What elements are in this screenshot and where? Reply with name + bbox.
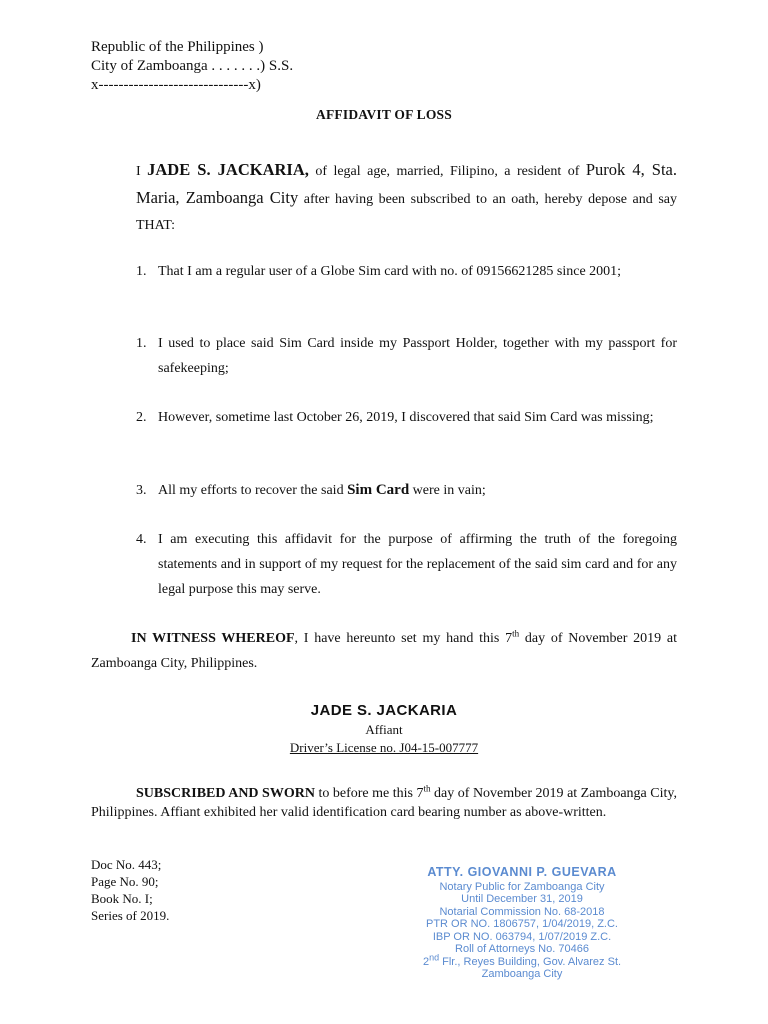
notary-line: Notary Public for Zamboanga City bbox=[439, 880, 605, 893]
list-item-text-pre: All my efforts to recover the said bbox=[158, 483, 348, 498]
list-item-text: I am executing this affidavit for the purpose of affirming the truth of the foregoing statements and in support of my request for the replacement of the said sim card and for any legal purpose this may serve. bbox=[158, 532, 677, 597]
intro-address: Purok 4, Sta. Maria, Zamboanga City bbox=[136, 160, 677, 207]
witness-paragraph bbox=[91, 626, 677, 676]
list-item bbox=[136, 527, 677, 602]
intro-text-1: of legal age, married, Filipino, a resident of bbox=[308, 164, 586, 179]
notary-address bbox=[392, 951, 652, 969]
caption-divider: x------------------------------x) bbox=[91, 77, 261, 93]
list-item-number: 2. bbox=[136, 410, 147, 425]
jurat-paragraph bbox=[91, 784, 677, 822]
witness-sup: th bbox=[512, 628, 520, 639]
notary-line: PTR OR NO. 1806757, 1/04/2019, Z.C. bbox=[426, 918, 618, 930]
witness-text-1: , I have hereunto set my hand this 7 bbox=[294, 631, 513, 646]
list-item-text bbox=[158, 478, 677, 503]
list-item-number: 3. bbox=[136, 483, 147, 498]
intro-lead: I bbox=[136, 164, 148, 179]
jurat-text-2: day of November 2019 at Zamboanga City, Philippines. Affiant exhibited her valid identification card bearing number as above-written. bbox=[91, 786, 677, 820]
book-number: Book No. I; bbox=[91, 891, 153, 906]
affiant-role: Affiant bbox=[365, 722, 403, 737]
list-item bbox=[136, 405, 677, 430]
list-item-text-post: were in vain; bbox=[409, 483, 486, 498]
notary-line: Roll of Attorneys No. 70466 bbox=[455, 943, 589, 955]
page-number: Page No. 90; bbox=[91, 874, 159, 889]
intro-paragraph bbox=[136, 157, 677, 239]
notary-line: Notarial Commission No. 68-2018 bbox=[439, 905, 605, 918]
witness-bold: IN WITNESS WHEREOF bbox=[131, 631, 295, 646]
caption-republic: Republic of the Philippines ) bbox=[91, 39, 264, 55]
notary-address-rest: Flr., Reyes Building, Gov. Alvarez St. bbox=[439, 955, 622, 968]
caption-city: City of Zamboanga . . . . . . .) S.S. bbox=[91, 58, 294, 74]
list-item bbox=[136, 478, 677, 503]
affiant-license: Driver’s License no. J04-15-007777 bbox=[289, 740, 479, 755]
list-item-text: However, sometime last October 26, 2019, I discovered that said Sim Card was missing; bbox=[158, 410, 654, 425]
notary-line: IBP OR NO. 063794, 1/07/2019 Z.C. bbox=[432, 930, 612, 943]
affiant-name: JADE S. JACKARIA bbox=[310, 702, 458, 719]
witness-text-2: day of November 2019 at Zamboanga City, Philippines. bbox=[91, 631, 678, 671]
list-item-text: I used to place said Sim Card inside my Passport Holder, together with my passport for safekeeping; bbox=[158, 336, 677, 376]
list-item-number: 1. bbox=[136, 264, 147, 279]
notary-floor-number: 2 bbox=[422, 955, 430, 968]
list-item-text-bold: Sim Card bbox=[347, 482, 410, 498]
jurat-text-1: to before me this 7 bbox=[314, 786, 424, 801]
series-year: Series of 2019. bbox=[91, 908, 170, 923]
notary-name: ATTY. GIOVANNI P. GUEVARA bbox=[427, 865, 617, 879]
notary-block bbox=[392, 866, 652, 981]
document-title: AFFIDAVIT OF LOSS bbox=[316, 107, 452, 122]
document-caption bbox=[91, 38, 293, 95]
notary-floor-suffix: nd bbox=[429, 951, 440, 962]
notary-line: Until December 31, 2019 bbox=[461, 893, 583, 905]
notary-line: Zamboanga City bbox=[481, 968, 563, 980]
affiant-signature-block bbox=[0, 702, 768, 756]
list-item-number: 1. bbox=[136, 336, 147, 351]
list-item-number: 4. bbox=[136, 532, 147, 547]
jurat-bold: SUBSCRIBED AND SWORN bbox=[136, 786, 315, 801]
intro-text-2: after having been subscribed to an oath, hereby depose and say THAT: bbox=[136, 192, 677, 233]
list-item bbox=[136, 331, 677, 381]
notarial-register-info bbox=[91, 856, 169, 924]
list-item-text: That I am a regular user of a Globe Sim card with no. of 09156621285 since 2001; bbox=[158, 264, 622, 279]
affiant-name-inline: JADE S. JACKARIA, bbox=[147, 160, 309, 179]
doc-number: Doc No. 443; bbox=[91, 857, 162, 872]
jurat-sup: th bbox=[423, 783, 431, 794]
list-item bbox=[136, 259, 677, 284]
